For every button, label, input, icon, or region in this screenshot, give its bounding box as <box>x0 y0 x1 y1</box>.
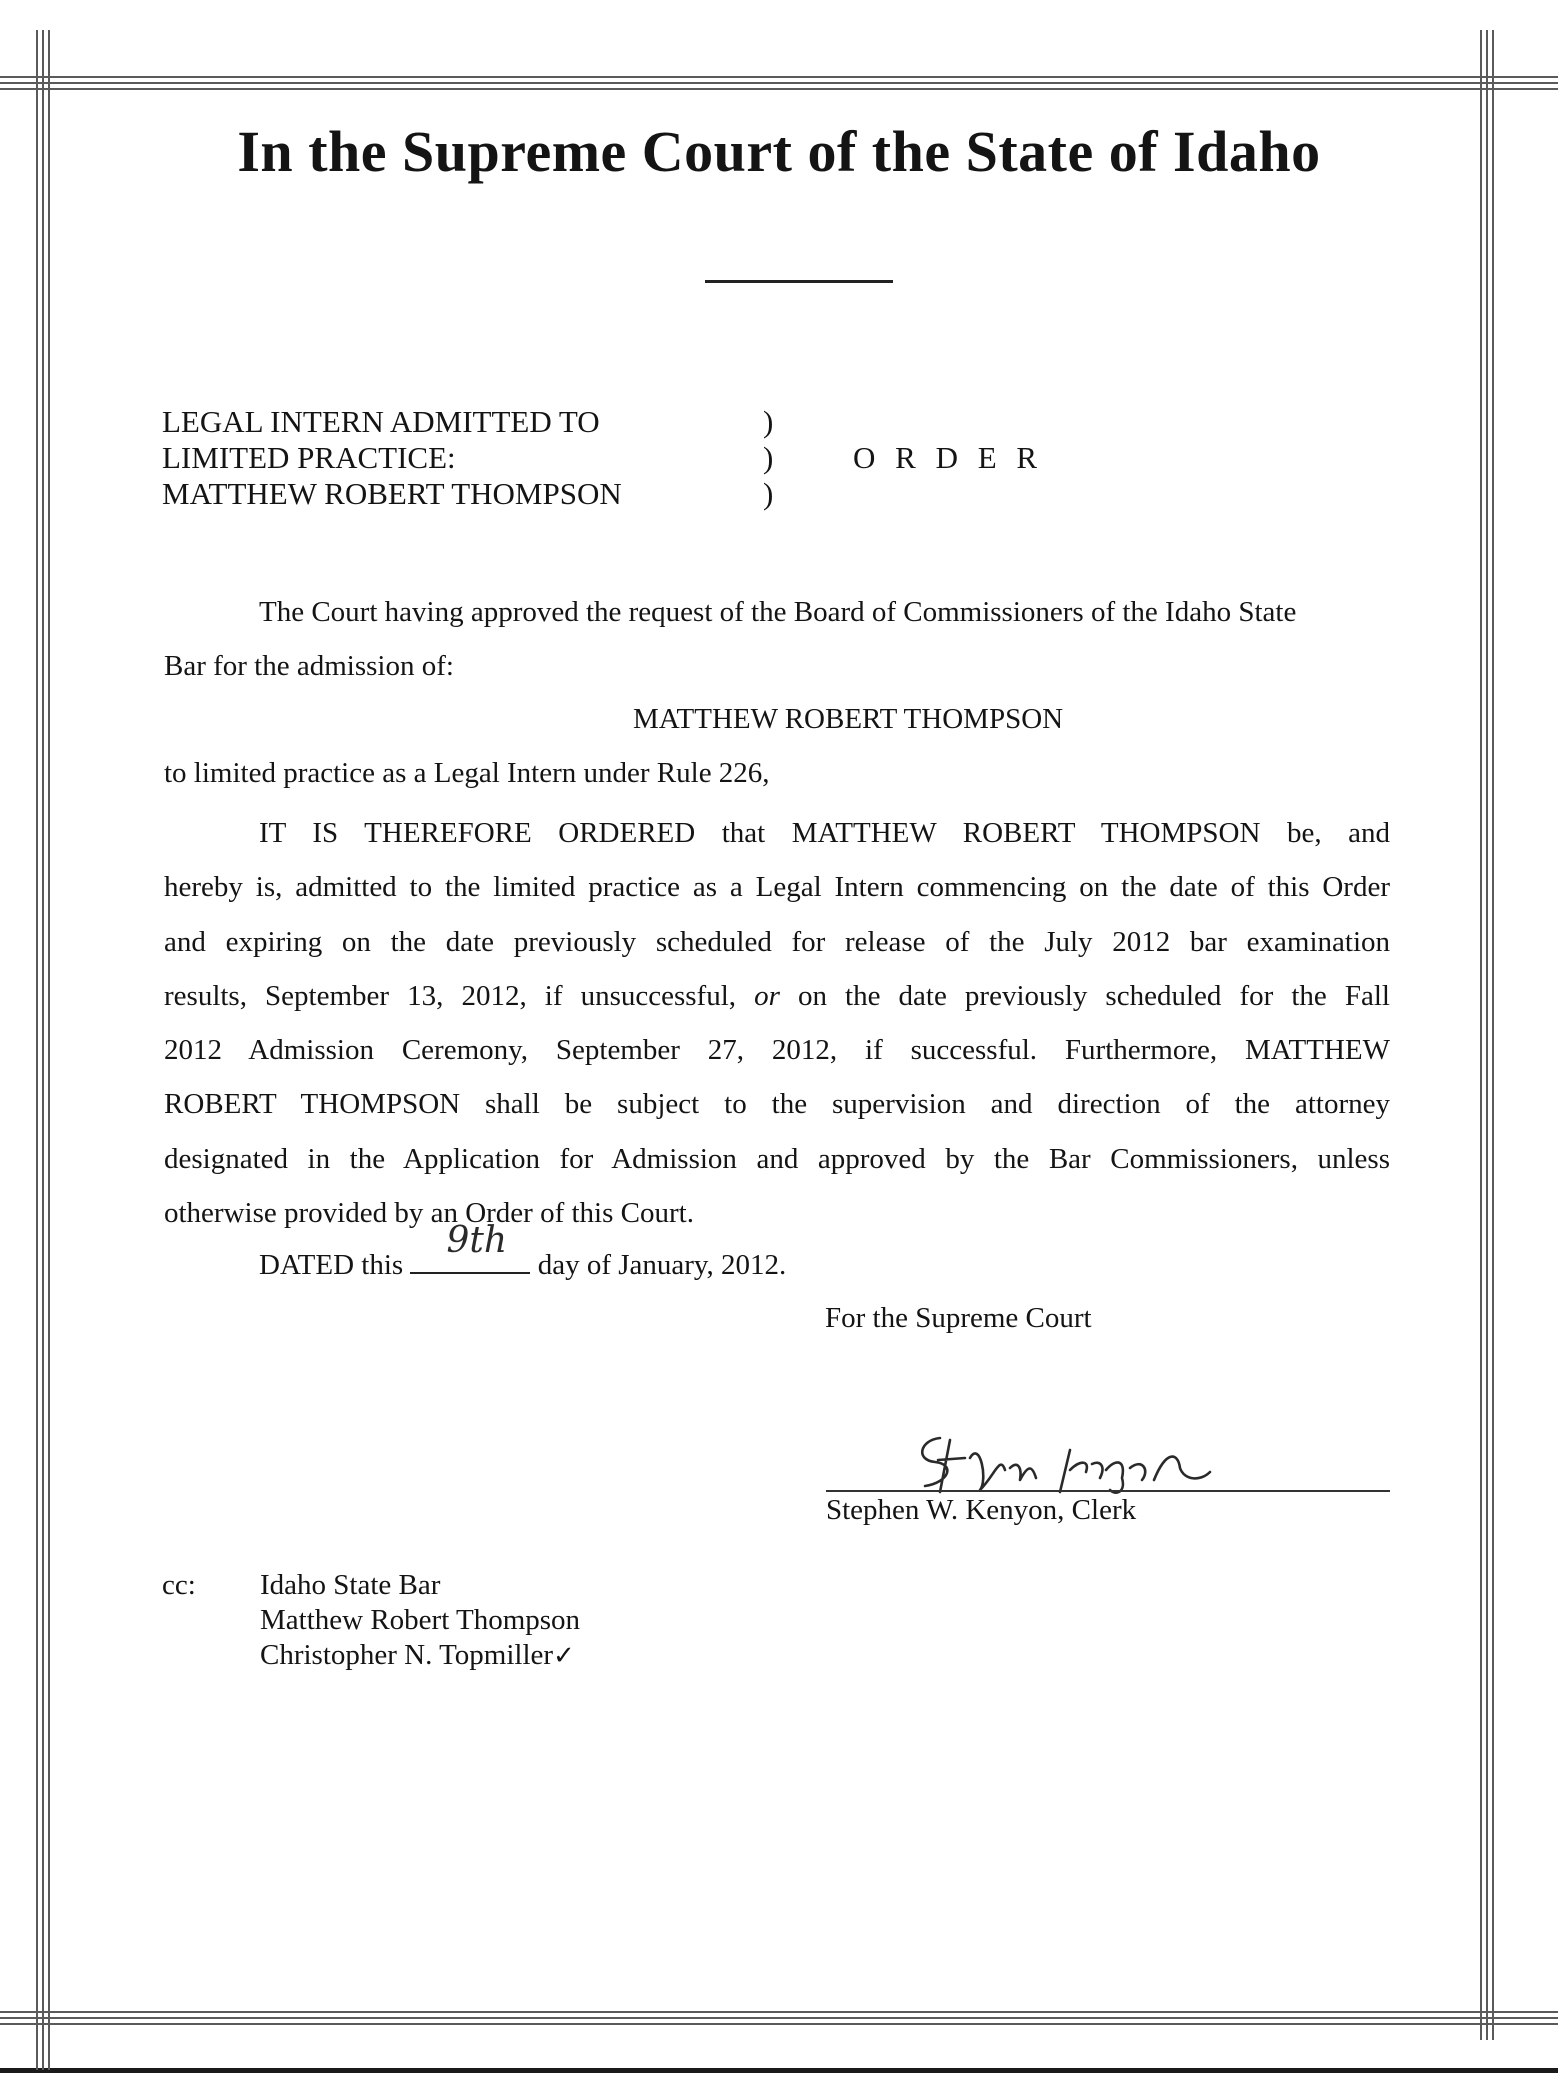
order-paragraph <box>164 806 1390 1240</box>
order-line: hereby is, admitted to the limited practice as a Legal Intern commencing on the date of this Order <box>164 871 1390 904</box>
cc-recipient: Christopher N. Topmiller <box>260 1639 554 1671</box>
checkmark-icon: ✓ <box>553 1641 575 1671</box>
order-line: designated in the Application for Admission and approved by the Bar Commissioners, unless <box>164 1142 1390 1175</box>
dated-suffix: day of January, 2012. <box>537 1249 787 1281</box>
caption-parentheses: ) ) ) <box>763 404 774 511</box>
cc-list <box>260 1568 580 1674</box>
title-rule <box>705 280 893 283</box>
caption-line: LEGAL INTERN ADMITTED TO <box>162 404 600 439</box>
order-text: results, September 13, 2012, if unsuccessful, <box>164 979 737 1012</box>
for-court-label: For the Supreme Court <box>825 1302 1092 1334</box>
cc-recipient: Matthew Robert Thompson <box>260 1604 581 1636</box>
cc-recipient: Idaho State Bar <box>260 1569 441 1601</box>
clerk-signature <box>910 1420 1230 1500</box>
court-title: In the Supreme Court of the State of Idaho <box>237 119 1321 184</box>
order-line: 2012 Admission Ceremony, September 27, 2012, if successful. Furthermore, MATTHEW <box>164 1034 1390 1067</box>
order-line: ROBERT THOMPSON shall be subject to the supervision and direction of the attorney <box>164 1088 1390 1121</box>
order-line: IT IS THEREFORE ORDERED that MATTHEW ROBERT THOMPSON be, and <box>259 817 1390 849</box>
order-line: and expiring on the date previously scheduled for release of the July 2012 bar examination <box>164 925 1390 958</box>
caption-line: MATTHEW ROBERT THOMPSON <box>162 476 622 511</box>
case-caption <box>162 404 622 512</box>
signer-name: Stephen W. Kenyon, Clerk <box>826 1494 1137 1526</box>
order-text-italic: or <box>754 979 780 1012</box>
order-text: on the date previously scheduled for the Fall <box>797 979 1390 1012</box>
dated-line <box>259 1220 787 1282</box>
admitted-name: MATTHEW ROBERT THOMPSON <box>633 703 1064 735</box>
dated-prefix: DATED this <box>259 1249 404 1281</box>
handwritten-day: 9th <box>446 1220 508 1261</box>
intro-line: to limited practice as a Legal Intern under Rule 226, <box>164 757 770 789</box>
intro-line: The Court having approved the request of the Board of Commissioners of the Idaho State <box>259 596 1297 628</box>
caption-line: LIMITED PRACTICE: <box>162 440 456 475</box>
cc-label: cc: <box>162 1569 196 1601</box>
order-line <box>164 969 1390 1023</box>
document-type: O R D E R <box>853 440 1044 475</box>
day-blank <box>410 1220 530 1274</box>
intro-line: Bar for the admission of: <box>164 650 454 682</box>
order-line: otherwise provided by an Order of this Court. <box>164 1197 694 1230</box>
signature-line <box>826 1490 1390 1492</box>
